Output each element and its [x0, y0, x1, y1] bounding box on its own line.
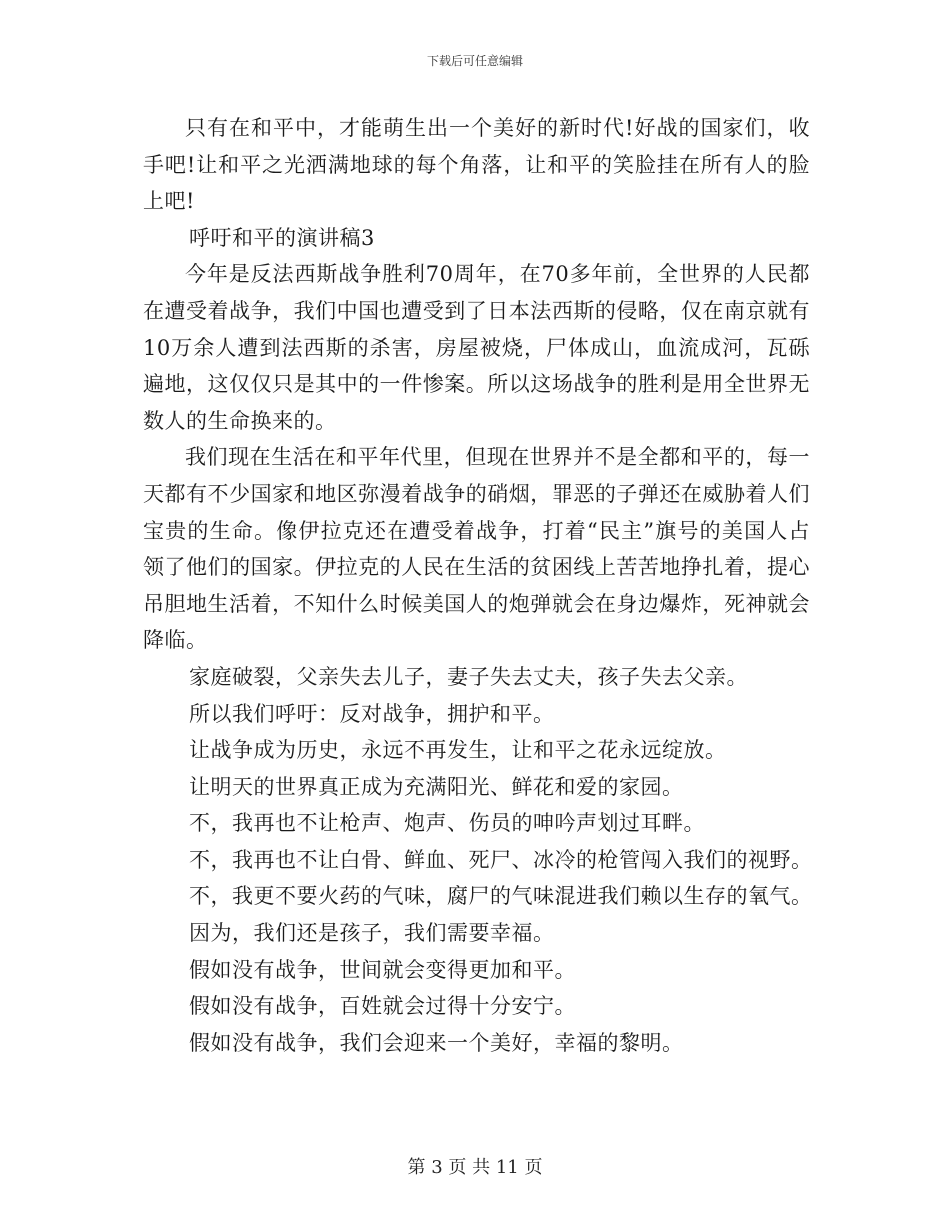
text-line: 假如没有战争，我们会迎来一个美好，幸福的黎明。: [189, 1030, 684, 1055]
text-line: 不，我再也不让白骨、鲜血、死尸、冰冷的枪管闯入我们的视野。: [189, 847, 813, 872]
text-line: 假如没有战争，世间就会变得更加和平。: [189, 957, 576, 982]
paragraph-conclusion: 只有在和平中，才能萌生出一个美好的新时代!好战的国家们，收手吧!让和平之光洒满地球的每个角落，让和平的笑脸挂在所有人的脸上吧!: [143, 116, 810, 214]
text-line: 因为，我们还是孩子，我们需要幸福。: [189, 921, 555, 946]
page-header: 下载后可任意编辑: [426, 54, 523, 68]
document-body: [143, 110, 813, 1061]
section-title: 呼吁和平的演讲稿3: [189, 225, 375, 250]
text-line: 家庭破裂，父亲失去儿子，妻子失去丈夫，孩子失去父亲。: [189, 664, 748, 689]
text-line: 让明天的世界真正成为充满阳光、鲜花和爱的家园。: [189, 774, 684, 799]
page-number: 第 3 页 共 11 页: [407, 1157, 543, 1178]
text-line: 不，我更不要火药的气味，腐尸的气味混进我们赖以生存的氧气。: [189, 884, 813, 909]
text-line: 不，我再也不让枪声、炮声、伤员的呻吟声划过耳畔。: [189, 811, 705, 836]
paragraph-history: 今年是反法西斯战争胜利70周年，在70多年前，全世界的人民都在遭受着战争，我们中国也遭受到了日本法西斯的侵略，仅在南京就有10万余人遭到法西斯的杀害，房屋被烧，尸体成山，血流成河，瓦砾遍地，这仅仅只是其中的一件惨案。所以这场战争的胜利是用全世界无数人的生命换来的。: [143, 262, 810, 433]
text-line: 让战争成为历史，永远不再发生，让和平之花永远绽放。: [189, 738, 727, 763]
text-line: 假如没有战争，百姓就会过得十分安宁。: [189, 994, 576, 1019]
paragraph-present: 我们现在生活在和平年代里，但现在世界并不是全都和平的，每一天都有不少国家和地区弥漫着战争的硝烟，罪恶的子弹还在威胁着人们宝贵的生命。像伊拉克还在遭受着战争，打着“民主”旗号的美国人占领了他们的国家。伊拉克的人民在生活的贫困线上苦苦地挣扎着，提心吊胆地生活着，不知什么时候美国人的炮弹就会在身边爆炸，死神就会降临。: [143, 445, 810, 653]
text-line: 所以我们呼吁：反对战争，拥护和平。: [189, 701, 555, 726]
